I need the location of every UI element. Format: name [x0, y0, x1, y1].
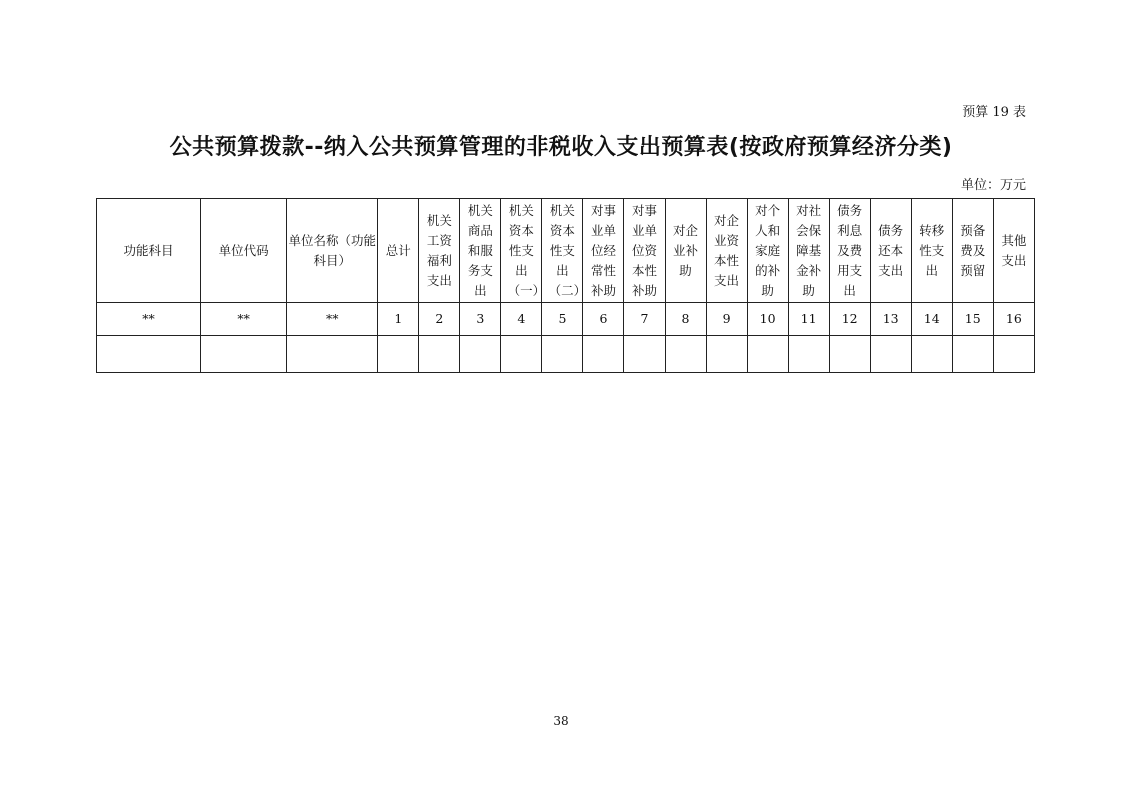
column-header-label: 机关商品和服务支出: [467, 202, 493, 298]
table-cell: [665, 336, 706, 373]
column-header-label: 对企业资本性支出: [714, 212, 740, 288]
column-header: [665, 199, 706, 303]
column-header-label: 单位名称（功能科目）: [288, 232, 376, 268]
column-header-label: 总计: [385, 242, 411, 258]
column-header: [911, 199, 952, 303]
table-row-empty: [97, 336, 1035, 373]
table-cell: 3: [460, 303, 501, 336]
column-header-label: 对事业单位资本性补助: [631, 202, 657, 298]
column-header: [378, 199, 419, 303]
table-cell: 8: [665, 303, 706, 336]
table-cell: [378, 336, 419, 373]
table-cell: [993, 336, 1034, 373]
header-row: [97, 199, 1035, 303]
column-header-label: 债务还本支出: [878, 222, 904, 278]
column-header-label: 单位代码: [218, 242, 269, 258]
table-cell: [201, 336, 287, 373]
table-cell: [97, 336, 201, 373]
table-row-column-numbers: [97, 303, 1035, 336]
column-header: [624, 199, 665, 303]
page-title: 公共预算拨款--纳入公共预算管理的非税收入支出预算表(按政府预算经济分类): [169, 135, 953, 160]
column-header: [201, 199, 287, 303]
unit-label: 单位：万元: [960, 178, 1026, 193]
table-cell: 10: [747, 303, 788, 336]
column-header: [747, 199, 788, 303]
column-header-label: 转移性支出: [919, 222, 945, 278]
column-header: [952, 199, 993, 303]
table-cell: 13: [870, 303, 911, 336]
table-number: 预算 19 表: [962, 105, 1026, 120]
table-cell: **: [201, 303, 287, 336]
column-header: [501, 199, 546, 303]
table-cell: 11: [788, 303, 829, 336]
table-cell: [747, 336, 788, 373]
column-header-label: 对社会保障基金补助: [796, 202, 822, 298]
table-cell: [624, 336, 665, 373]
column-header-label: 预备费及预留: [960, 222, 986, 278]
column-header: [287, 199, 378, 303]
table-cell: 5: [542, 303, 583, 336]
column-header-label: 对个人和家庭的补助: [755, 202, 781, 298]
table-cell: 7: [624, 303, 665, 336]
table-cell: [911, 336, 952, 373]
table-cell: 14: [911, 303, 952, 336]
table-cell: 12: [829, 303, 870, 336]
table-cell: [501, 336, 542, 373]
table-cell: [788, 336, 829, 373]
column-header: [788, 199, 829, 303]
budget-table: [96, 198, 1035, 373]
table-cell: 4: [501, 303, 542, 336]
table-cell: 9: [706, 303, 747, 336]
column-header-label: 对事业单位经常性补助: [590, 202, 616, 298]
column-header: [542, 199, 587, 303]
column-header: [97, 199, 201, 303]
column-header: [460, 199, 501, 303]
table-cell: [419, 336, 460, 373]
column-header-label: 机关资本性支出（一）: [507, 202, 546, 298]
table-cell: [460, 336, 501, 373]
table-cell: **: [97, 303, 201, 336]
column-header: [993, 199, 1034, 303]
column-header-label: 机关资本性支出（二）: [548, 202, 587, 298]
table-cell: [829, 336, 870, 373]
page-number: 38: [553, 714, 569, 728]
table-cell: 1: [378, 303, 419, 336]
table-cell: [542, 336, 583, 373]
table-cell: [870, 336, 911, 373]
table-cell: 2: [419, 303, 460, 336]
column-header-label: 机关工资福利支出: [426, 212, 452, 288]
column-header: [706, 199, 747, 303]
column-header: [829, 199, 870, 303]
column-header-label: 其他支出: [1001, 232, 1027, 268]
table-cell: **: [287, 303, 378, 336]
column-header-label: 债务利息及费用支出: [837, 202, 863, 298]
column-header-label: 功能科目: [123, 242, 174, 258]
column-header-label: 对企业补助: [673, 222, 699, 278]
table-cell: [287, 336, 378, 373]
column-header: [419, 199, 460, 303]
table-cell: [583, 336, 624, 373]
table-cell: 6: [583, 303, 624, 336]
table-cell: [952, 336, 993, 373]
column-header: [870, 199, 911, 303]
table-cell: 15: [952, 303, 993, 336]
table-cell: [706, 336, 747, 373]
column-header: [583, 199, 624, 303]
table-cell: 16: [993, 303, 1034, 336]
